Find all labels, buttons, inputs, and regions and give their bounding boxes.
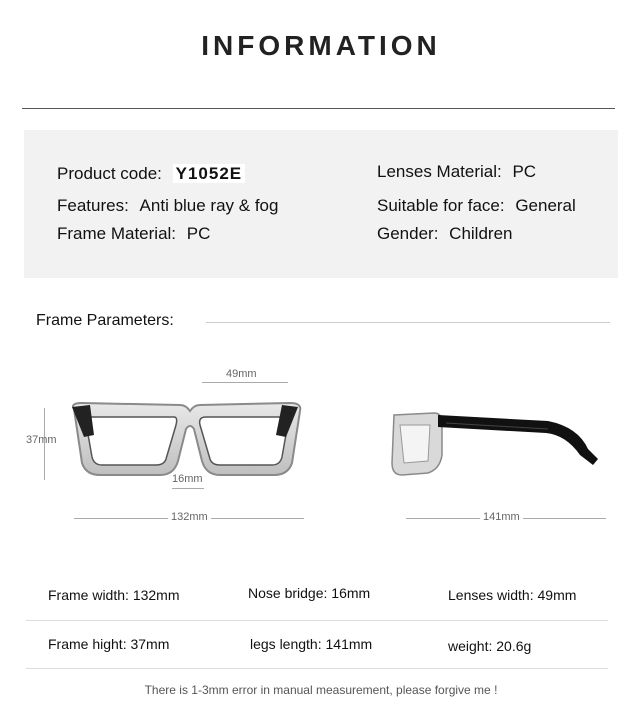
frame-material-row — [57, 224, 210, 244]
lenses-material-label: Lenses Material: — [377, 162, 502, 181]
bridge-dimension: 16mm — [172, 473, 203, 485]
glasses-front-view — [60, 395, 310, 485]
lenses-width-value: 49mm — [537, 587, 577, 603]
suitable-face-row — [377, 196, 576, 216]
title-divider — [22, 108, 615, 109]
weight-value: 20.6g — [496, 638, 532, 654]
weight-label: weight: — [448, 638, 493, 654]
frame-hight-label: Frame hight: — [48, 636, 127, 652]
frame-parameters-divider — [206, 322, 610, 323]
nose-bridge-value: 16mm — [331, 585, 371, 601]
frame-material-value: PC — [186, 224, 211, 243]
lenses-material-value: PC — [512, 162, 537, 181]
legs-length-label: legs length: — [250, 636, 322, 652]
height-dimension: 37mm — [26, 434, 57, 446]
frame-hight-spec — [48, 636, 169, 652]
weight-spec — [448, 638, 531, 654]
spec-divider-2 — [26, 668, 608, 669]
frame-parameters-heading: Frame Parameters: — [36, 312, 174, 329]
frame-hight-value: 37mm — [130, 636, 170, 652]
gender-row — [377, 224, 512, 244]
gender-value: Children — [449, 224, 513, 243]
suitable-face-value: General — [515, 196, 576, 215]
features-value: Anti blue ray & fog — [139, 196, 279, 215]
measurement-footnote: There is 1-3mm error in manual measurement, please forgive me ! — [144, 683, 498, 697]
spec-divider-1 — [26, 620, 608, 621]
features-row — [57, 196, 278, 216]
frame-width-dimension: 132mm — [168, 511, 211, 523]
glasses-side-view — [388, 405, 608, 480]
page-title: INFORMATION — [201, 30, 441, 61]
legs-length-value: 141mm — [325, 636, 373, 652]
lens-width-dimension-line — [202, 382, 288, 383]
legs-dimension: 141mm — [480, 511, 523, 523]
lenses-width-label: Lenses width: — [448, 587, 534, 603]
bridge-dimension-line — [172, 488, 204, 489]
suitable-face-label: Suitable for face: — [377, 196, 505, 215]
product-code-value: Y1052E — [173, 164, 246, 183]
frame-width-label: Frame width: — [48, 587, 129, 603]
frame-material-label: Frame Material: — [57, 224, 177, 243]
lenses-width-spec — [448, 587, 576, 603]
frame-width-value: 132mm — [132, 587, 180, 603]
lenses-material-row — [377, 162, 536, 182]
info-panel — [24, 130, 618, 278]
gender-label: Gender: — [377, 224, 439, 243]
features-label: Features: — [57, 196, 129, 215]
product-code-label: Product code: — [57, 164, 162, 183]
nose-bridge-spec — [248, 585, 370, 601]
lens-width-dimension: 49mm — [226, 368, 257, 380]
frame-width-spec — [48, 587, 180, 603]
nose-bridge-label: Nose bridge: — [248, 585, 328, 601]
legs-length-spec — [250, 636, 372, 652]
product-code-row — [57, 164, 245, 184]
